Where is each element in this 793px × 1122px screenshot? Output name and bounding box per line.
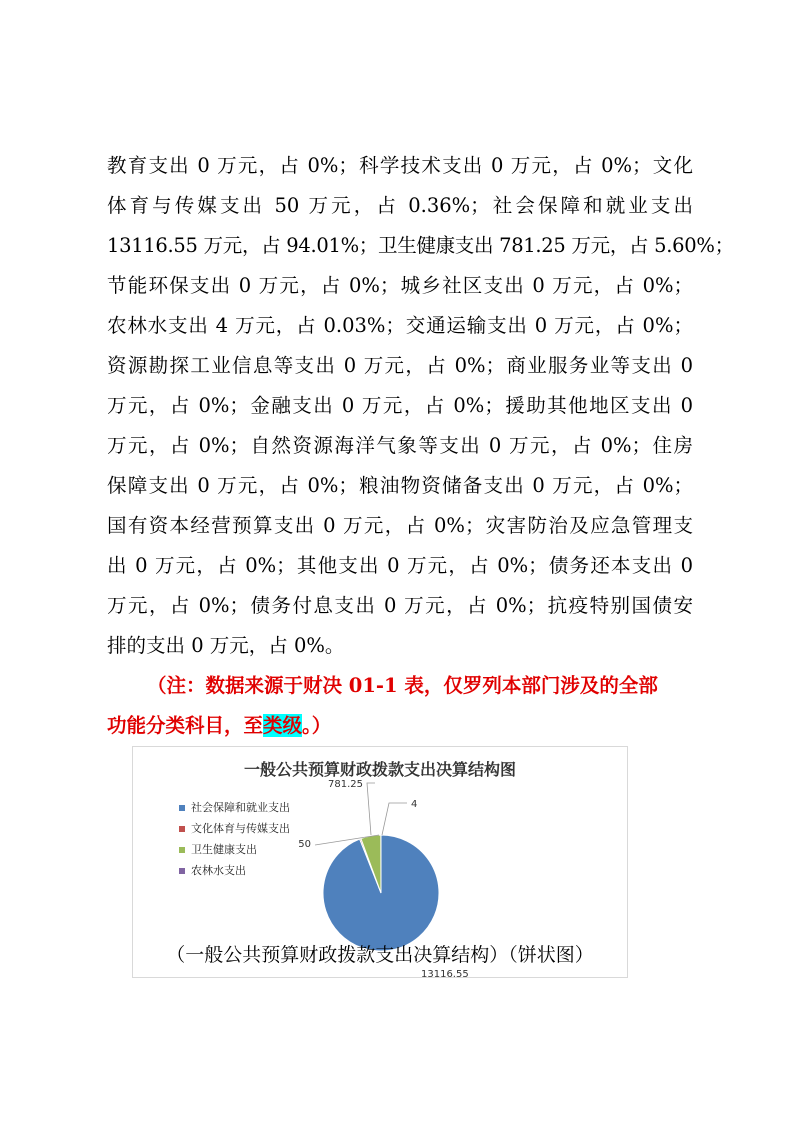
body-line: 万元，占 0%；金融支出 0 万元，占 0%；援助其他地区支出 0	[107, 394, 693, 417]
note-line: （注：数据来源于财决 01-1 表，仅罗列本部门涉及的全部	[147, 674, 658, 697]
legend-label: 社会保障和就业支出	[191, 801, 290, 814]
data-label-agriculture-forestry-water: 4	[411, 799, 418, 810]
leader-line	[367, 783, 375, 835]
body-paragraph	[107, 146, 734, 666]
body-line: 排的支出 0 万元，占 0%。	[107, 634, 345, 657]
chart-title: 一般公共预算财政拨款支出决算结构图	[243, 760, 516, 779]
data-label-health: 781.25	[328, 779, 363, 790]
body-line: 万元，占 0%；债务付息支出 0 万元，占 0%；抗疫特别国债安	[107, 594, 693, 617]
legend-label: 文化体育与传媒支出	[191, 822, 290, 835]
note-line	[107, 706, 697, 746]
body-line: 出 0 万元，占 0%；其他支出 0 万元，占 0%；债务还本支出 0	[107, 554, 693, 577]
body-line: 节能环保支出 0 万元，占 0%；城乡社区支出 0 万元，占 0%；	[107, 274, 693, 297]
body-line: 资源勘探工业信息等支出 0 万元，占 0%；商业服务业等支出 0	[107, 354, 693, 377]
legend-label: 农林水支出	[191, 864, 246, 877]
body-line: 教育支出 0 万元，占 0%；科学技术支出 0 万元，占 0%；文化	[107, 154, 693, 177]
leader-line	[382, 803, 407, 835]
pie-chart	[132, 746, 628, 978]
data-label-social-security: 13116.55	[421, 969, 469, 977]
data-label-culture-sports-media: 50	[298, 839, 311, 850]
body-line: 国有资本经营预算支出 0 万元，占 0%；灾害防治及应急管理支	[107, 514, 693, 537]
body-line: 13116.55 万元，占 94.01%；卫生健康支出 781.25 万元，占 5.60%；	[107, 234, 734, 257]
body-line: 保障支出 0 万元，占 0%；粮油物资储备支出 0 万元，占 0%；	[107, 474, 693, 497]
chart-caption: （一般公共预算财政拨款支出决算结构）（饼状图）	[166, 944, 594, 966]
highlighted-text: 类级	[263, 714, 303, 737]
body-line: 农林水支出 4 万元，占 0.03%；交通运输支出 0 万元，占 0%；	[107, 314, 693, 337]
note-text: 功能分类科目，至	[107, 714, 264, 737]
body-line: 万元，占 0%；自然资源海洋气象等支出 0 万元，占 0%；住房	[107, 434, 693, 457]
body-line: 体育与传媒支出 50 万元，占 0.36%；社会保障和就业支出	[107, 194, 693, 217]
source-note	[107, 666, 697, 746]
note-text: 。）	[302, 714, 332, 737]
legend-label: 卫生健康支出	[191, 843, 257, 856]
